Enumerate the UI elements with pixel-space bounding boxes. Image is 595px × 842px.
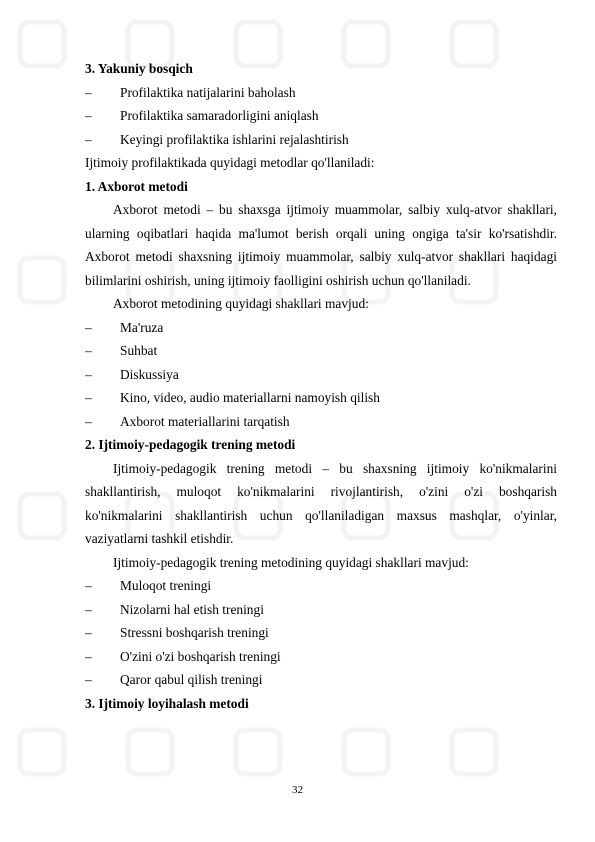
list-item: – Muloqot treningi [85, 578, 212, 593]
methods-intro: Ijtimoiy profilaktikada quyidagi metodlar qo'llaniladi: [85, 155, 375, 170]
list-item: – Nizolarni hal etish treningi [85, 601, 264, 617]
heading-method-1: 1. Axborot metodi [85, 178, 188, 194]
list-item: – Profilaktika samaradorligini aniqlash [85, 108, 319, 123]
heading-final-stage: 3. Yakuniy bosqich [85, 61, 193, 76]
list-item: – Profilaktika natijalarini baholash [85, 84, 296, 100]
heading-method-2: 2. Ijtimoiy-pedagogik trening metodi [85, 437, 296, 452]
heading-method-3: 3. Ijtimoiy loyihalash metodi [85, 695, 249, 711]
forms-intro-2: Ijtimoiy-pedagogik trening metodining quyidagi shakllari mavjud: [113, 554, 469, 570]
list-item: – Kino, video, audio materiallarni namoyish qilish [85, 390, 380, 405]
list-item: – Keyingi profilaktika ishlarini rejalashtirish [85, 131, 349, 147]
paragraph-method-1: Axborot metodi – bu shaxsga ijtimoiy muammolar, salbiy xulq-atvor shakllari, ularning oqibatlari haqida ma'lumot berish orqali uning ongiga ta'sir ko'rsatishdir. Axborot metodi shaxsning ijtimoiy muammolar, salbiy xulq-atvor shakllari haqidagi bilimlarini oshirish, uning ijtimoiy faolligini oshirish uchun qo'llaniladi. [85, 202, 557, 288]
page-number: 32 [292, 784, 303, 796]
document-page [85, 57, 557, 715]
list-item: – Diskussiya [85, 366, 179, 382]
list-item: – Qaror qabul qilish treningi [85, 672, 263, 687]
list-item: – Ma'ruza [85, 319, 164, 335]
list-item: – Stressni boshqarish treningi [85, 625, 269, 640]
list-item: – Suhbat [85, 343, 158, 358]
list-item: – Axborot materiallarini tarqatish [85, 413, 290, 429]
paragraph-method-2: Ijtimoiy-pedagogik trening metodi – bu shaxsning ijtimoiy ko'nikmalarini shakllantirish, muloqot ko'nikmalarini rivojlantirish, o'zini o'zi boshqarish ko'nikmalarini shakllantirish uchun qo'llaniladigan maxsus mashqlar, o'yinlar, vaziyatlarni tashkil etishdir. [85, 460, 557, 546]
forms-intro-1: Axborot metodining quyidagi shakllari mavjud: [113, 296, 369, 311]
list-item: – O'zini o'zi boshqarish treningi [85, 648, 281, 664]
